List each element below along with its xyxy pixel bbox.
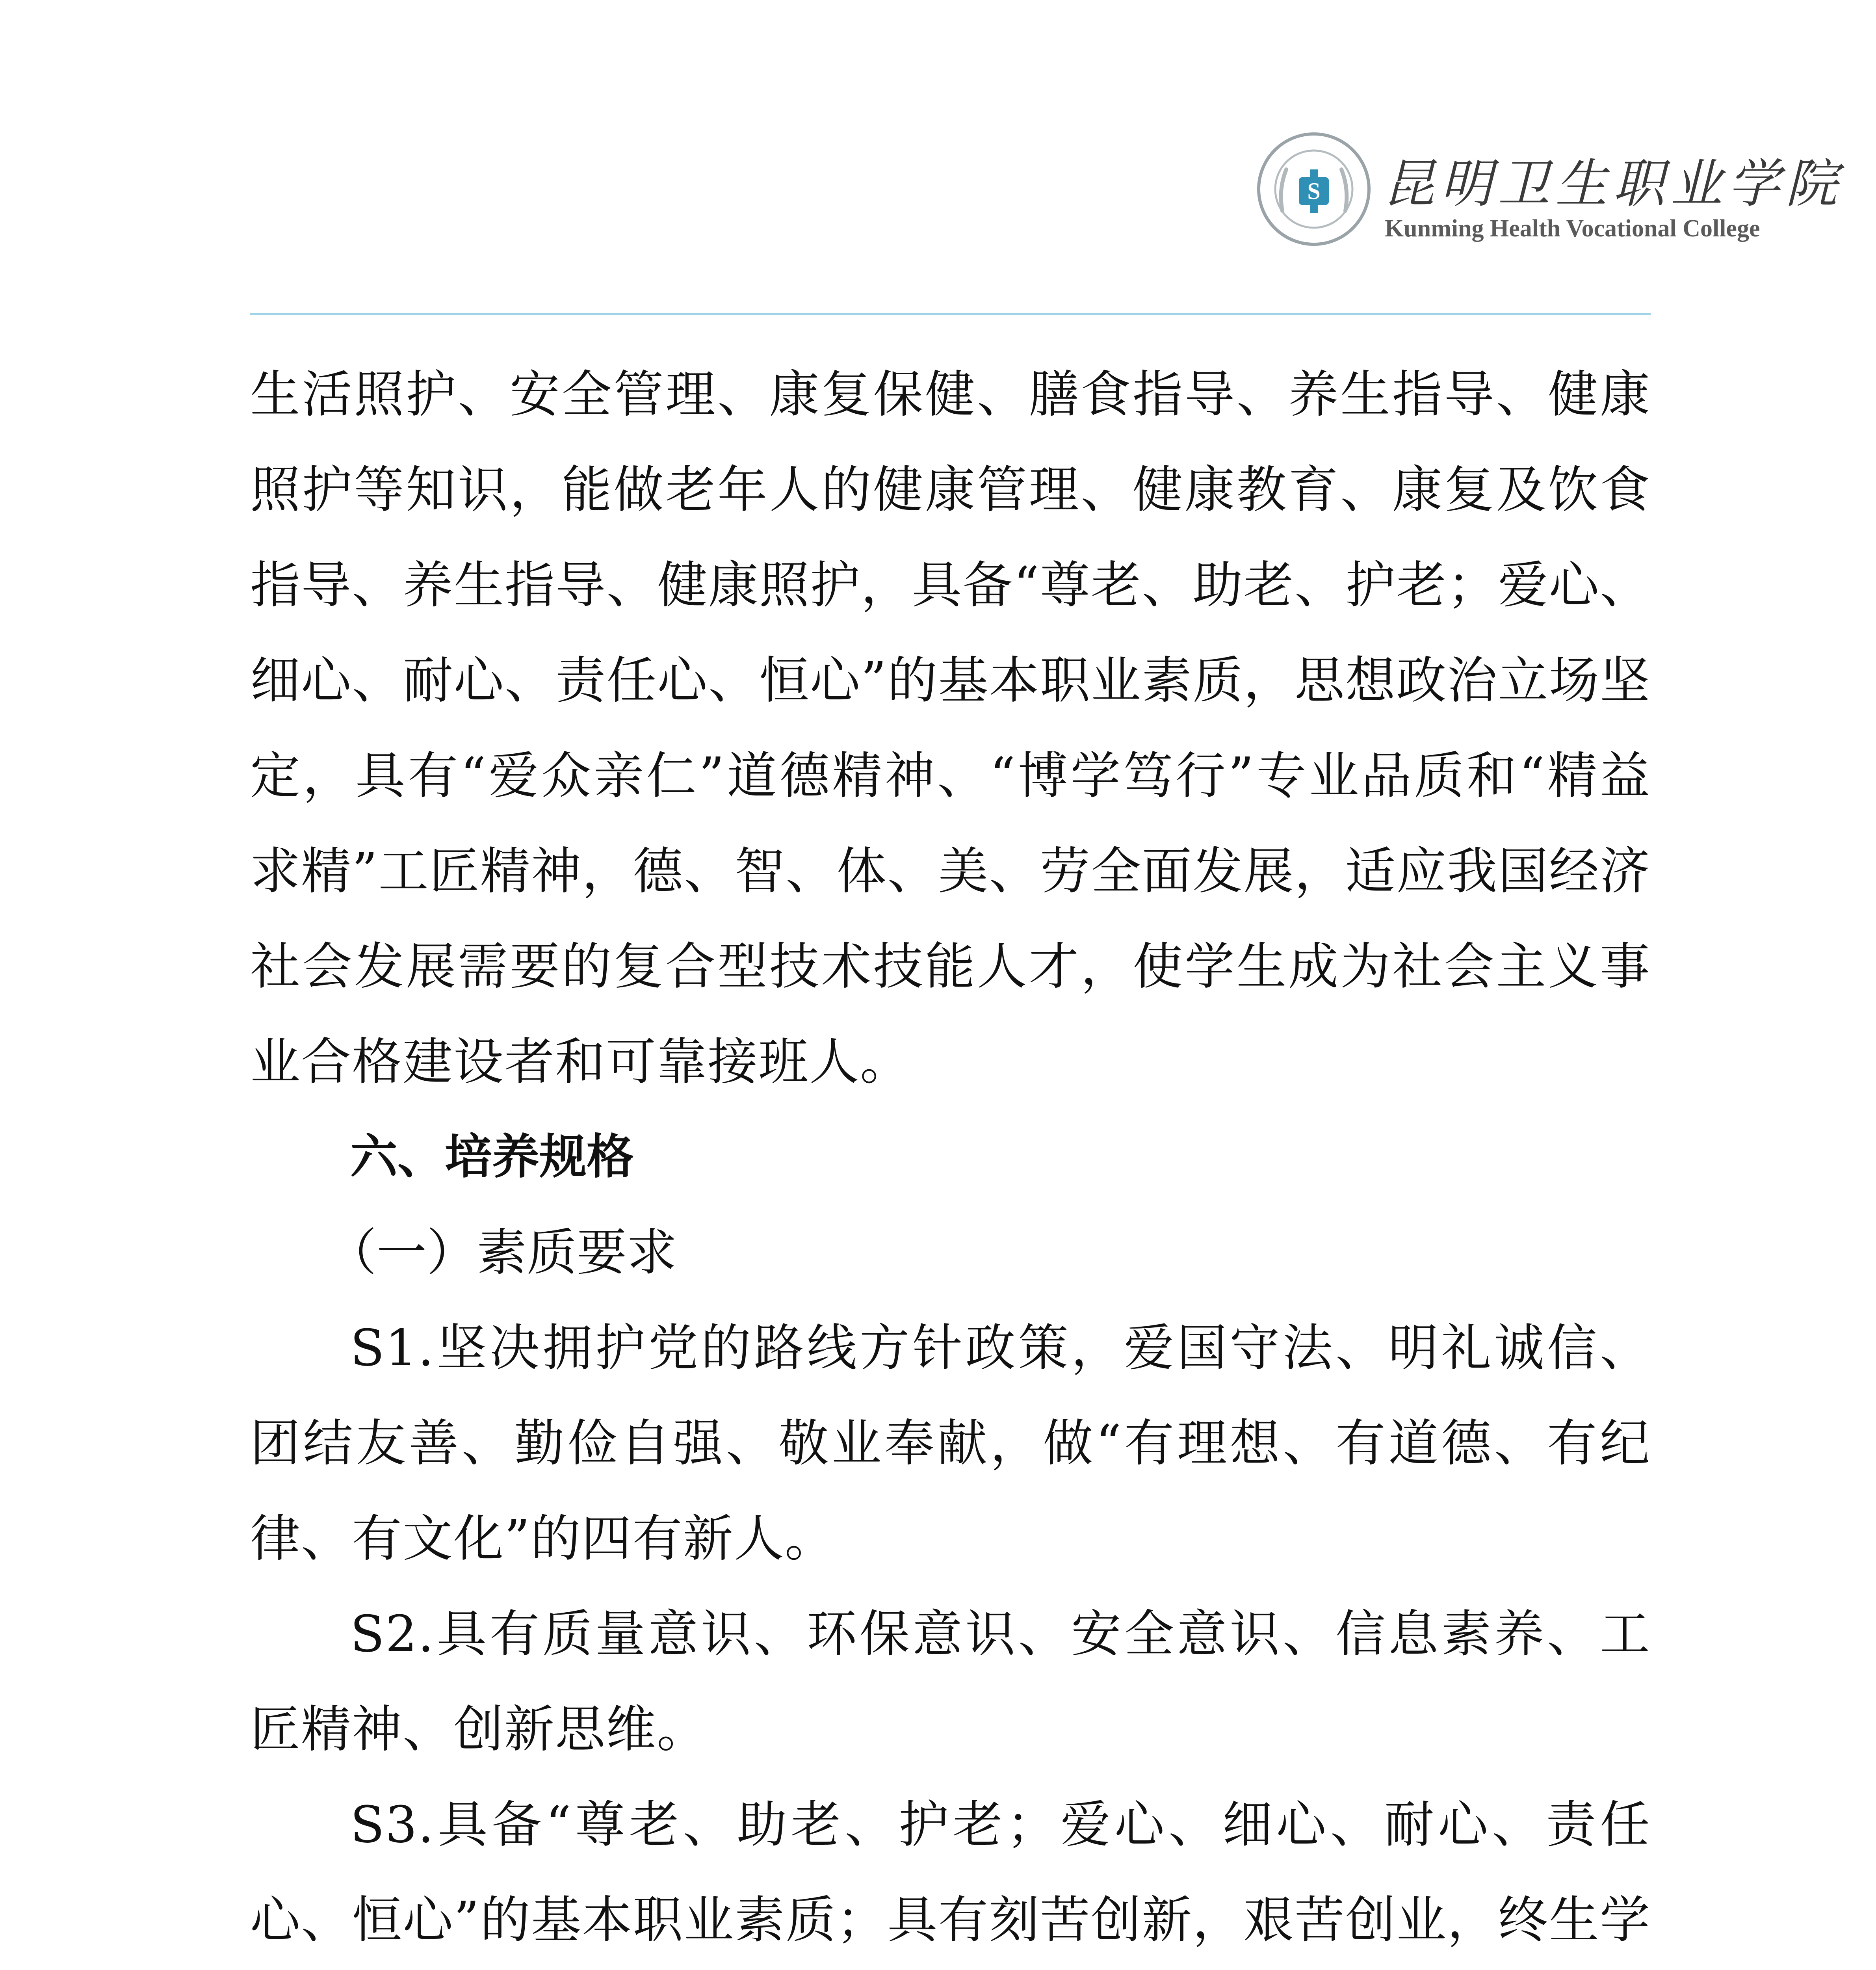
section-heading: 六、培养规格 [350, 1130, 634, 1184]
requirement-item: S1.坚决拥护党的路线方针政策，爱国守法、明礼诚信、团结友善、勤俭自强、敬业奉献，做“有理想、有道德、有纪律、有文化”的四有新人。 [250, 1319, 1651, 1568]
subsection-heading: （一）素质要求 [327, 1223, 677, 1282]
requirement-item: S3.具备“尊老、助老、护老；爱心、细心、耐心、责任心、恒心”的基本职业素质；具有刻苦创新，艰苦创业，终生学 [250, 1795, 1651, 1949]
college-name-cn: 昆明卫生职业学院 [1383, 154, 1843, 214]
header-divider [250, 313, 1651, 315]
college-name-en: Kunming Health Vocational College [1385, 215, 1760, 242]
document-body [250, 347, 1651, 1970]
page-header [1255, 126, 1843, 256]
requirement-item: S2.具有质量意识、环保意识、安全意识、信息素养、工匠精神、创新思维。 [250, 1605, 1651, 1758]
svg-text:S: S [1307, 178, 1321, 204]
paragraph-continued: 生活照护、安全管理、康复保健、膳食指导、养生指导、健康照护等知识，能做老年人的健康管理、健康教育、康复及饮食指导、养生指导、健康照护，具备“尊老、助老、护老；爱心、细心、耐心、责任心、恒心”的基本职业素质，思想政治立场坚定，具有“爱众亲仁”道德精神、“博学笃行”专业品质和“精益求精”工匠精神，德、智、体、美、劳全面发展，适应我国经济社会发展需要的复合型技术技能人才，使学生成为社会主义事业合格建设者和可靠接班人。 [250, 365, 1651, 1091]
college-seal-icon [1255, 130, 1373, 248]
